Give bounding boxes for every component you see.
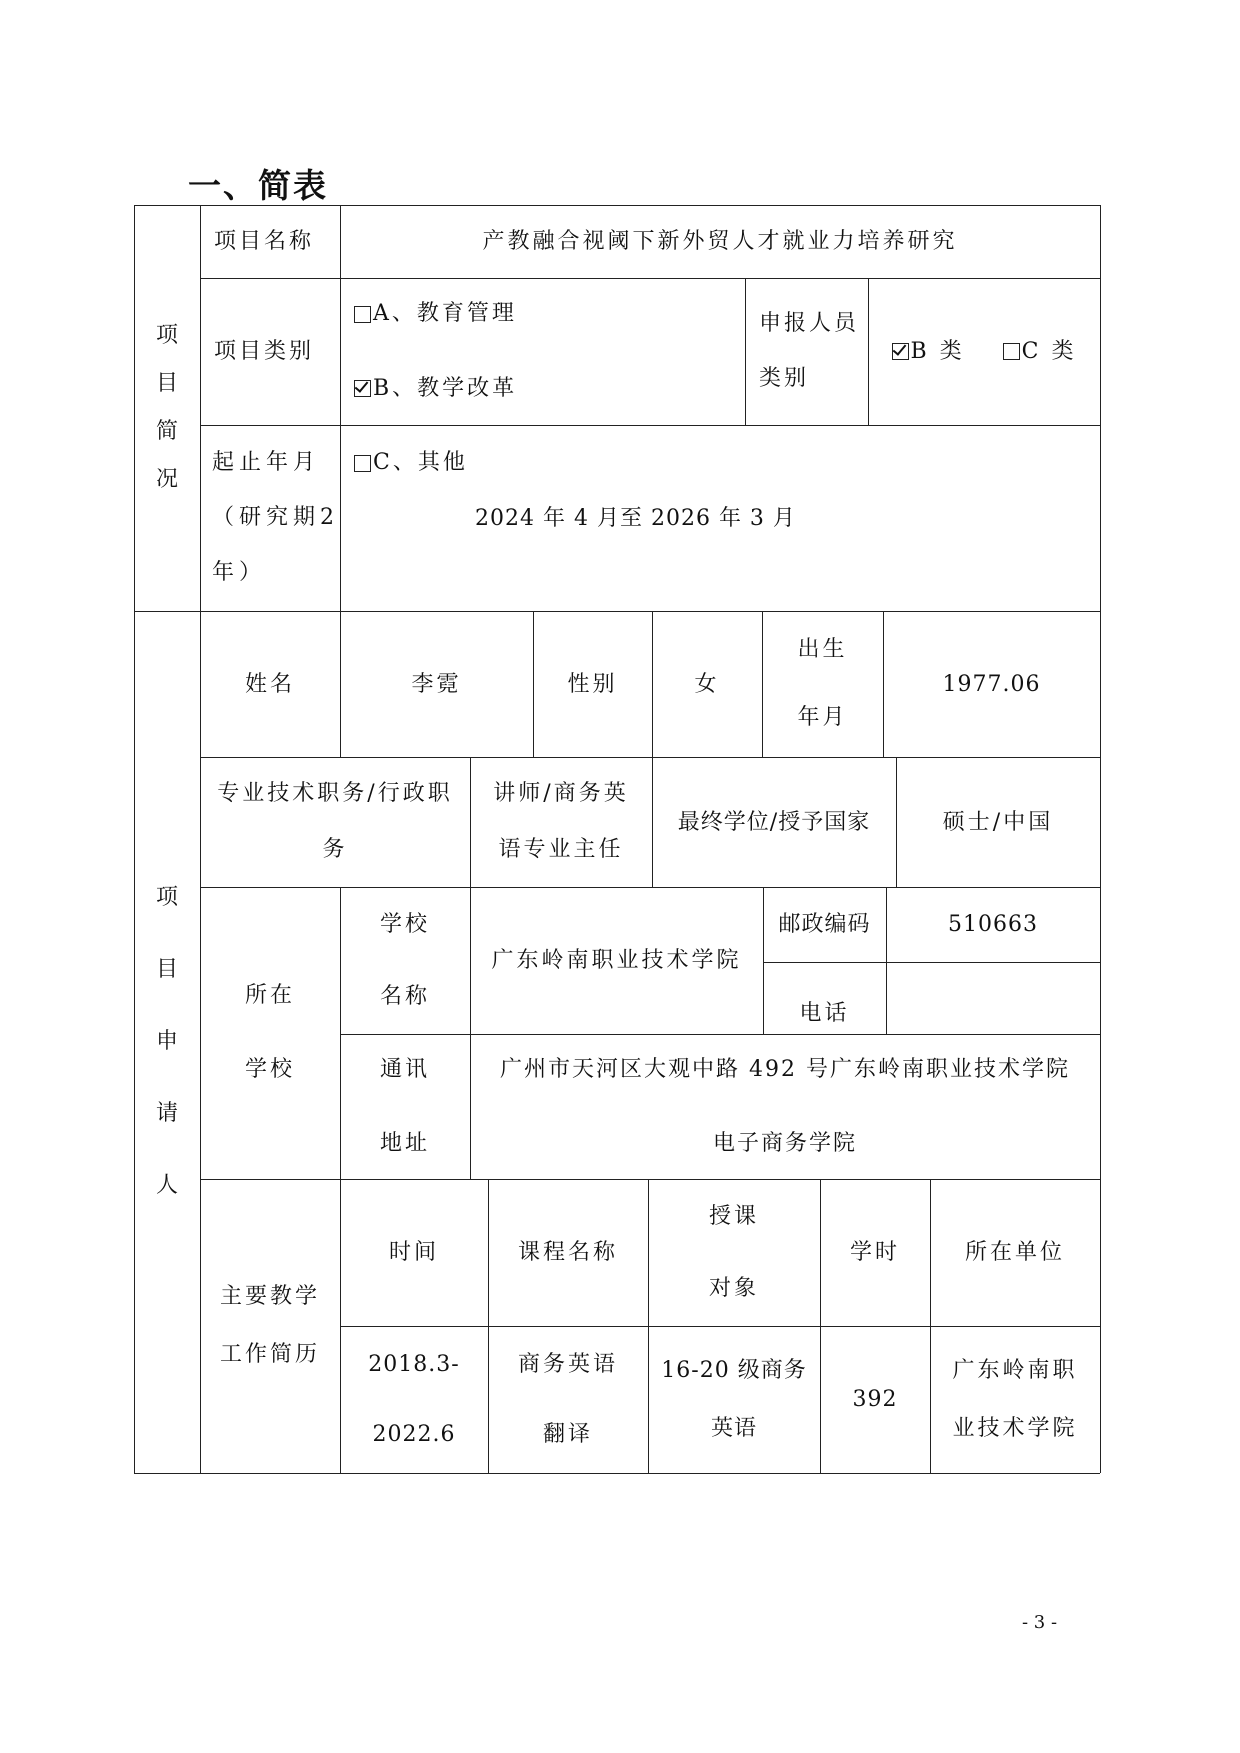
project-type-label: 项目类别 — [214, 339, 315, 364]
project-name-value: 产教融合视阈下新外贸人才就业力培养研究 — [482, 229, 958, 254]
degree-label: 最终学位/授予国家 — [677, 809, 871, 835]
checkbox-checked-icon[interactable] — [354, 380, 371, 397]
name-value: 李霓 — [411, 671, 462, 697]
applicant-type-options — [868, 278, 1100, 425]
project-type-options — [340, 278, 745, 475]
gender-value: 女 — [694, 671, 720, 697]
teaching-course: 商务英语 翻译 — [517, 1351, 618, 1447]
school-name-label: 学校 名称 — [379, 911, 430, 1009]
period-label: 起止年月 （研究期2 年） — [212, 450, 339, 585]
teaching-unit: 广东岭南职 业技术学院 — [952, 1357, 1078, 1441]
job-title-value: 讲师/商务英 语专业主任 — [493, 781, 629, 862]
section-applicant-label: 项 目 申 请 人 — [155, 885, 178, 1198]
applicant-type-label: 申报人员 类别 — [759, 311, 860, 391]
applicant-option-b[interactable]: B 类 — [892, 324, 965, 379]
page-title: 一、简表 — [188, 166, 328, 205]
type-option-b[interactable]: B、教学改革 — [354, 353, 517, 425]
teaching-audience: 16-20 级商务 英语 — [661, 1357, 807, 1441]
gender-label: 性别 — [567, 671, 618, 697]
phone-value — [886, 962, 1100, 1034]
checkbox-unchecked-icon[interactable] — [354, 306, 371, 323]
postcode-value: 510663 — [948, 912, 1038, 937]
teaching-time: 2018.3- 2022.6 — [368, 1351, 460, 1447]
address-label: 通讯 地址 — [379, 1056, 430, 1156]
project-name-label: 项目名称 — [214, 229, 315, 254]
teaching-header-audience: 授课 对象 — [708, 1203, 759, 1301]
birth-value: 1977.06 — [942, 671, 1041, 697]
teaching-hours: 392 — [852, 1387, 898, 1412]
checkbox-checked-icon[interactable] — [892, 343, 909, 360]
teaching-header-unit: 所在单位 — [964, 1240, 1065, 1265]
phone-label: 电话 — [799, 1001, 850, 1026]
teaching-header-course: 课程名称 — [517, 1240, 618, 1265]
period-value: 2024 年 4 月至 2026 年 3 月 — [475, 505, 796, 531]
page-number: - 3 - — [1022, 1612, 1058, 1633]
postcode-label: 邮政编码 — [778, 912, 871, 937]
teaching-header-hours: 学时 — [849, 1240, 900, 1265]
teaching-header-time: 时间 — [388, 1240, 439, 1265]
school-name-value: 广东岭南职业技术学院 — [491, 948, 742, 973]
job-title-label: 专业技术职务/行政职 务 — [217, 781, 453, 862]
degree-value: 硕士/中国 — [942, 809, 1054, 835]
name-label: 姓名 — [244, 671, 295, 697]
birth-label: 出生 年月 — [797, 637, 848, 730]
address-value: 广州市天河区大观中路 492 号广东岭南职业技术学院 电子商务学院 — [500, 1056, 1070, 1156]
section-project-overview-label: 项 目 简 况 — [155, 323, 178, 492]
teaching-history-label: 主要教学 工作简历 — [219, 1284, 320, 1367]
checkbox-unchecked-icon[interactable] — [1003, 343, 1020, 360]
type-option-c[interactable]: C、其他 — [354, 427, 468, 499]
type-option-a[interactable]: A、教育管理 — [354, 278, 517, 350]
applicant-option-c[interactable]: C 类 — [1003, 324, 1077, 379]
school-label: 所在 学校 — [244, 983, 295, 1082]
